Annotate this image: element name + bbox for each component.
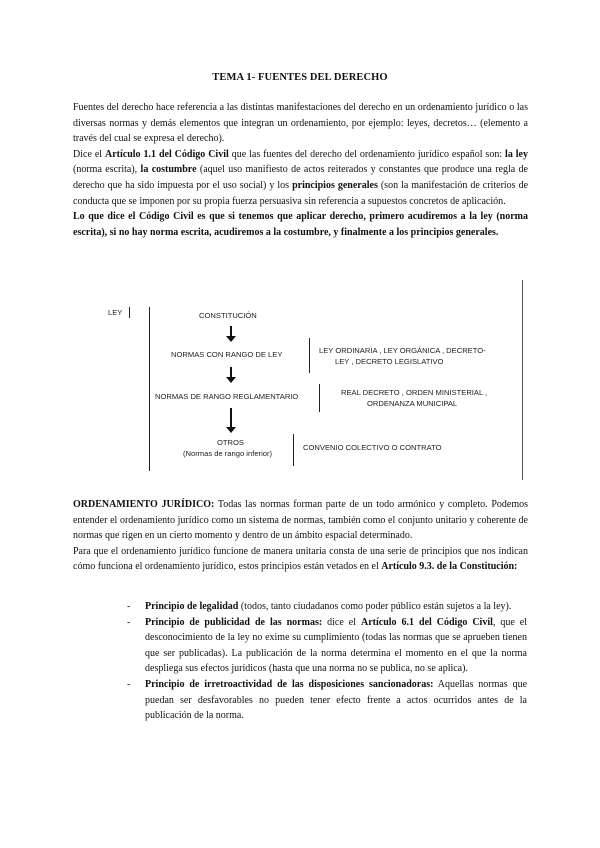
text-run: (aquel uso manifiesto de actos reiterados y constantes que produce una regla de derecho que ha sido impuesta por el uso social) y los bbox=[73, 164, 528, 191]
diagram-reglamentario: NORMAS DE RANGO REGLAMENTARIO bbox=[155, 392, 299, 401]
intro-paragraph-3 bbox=[73, 209, 528, 240]
divider-line bbox=[319, 384, 320, 412]
principle-text: , que el desconocimiento de la ley no exime su cumplimiento (todas las normas que se aprueben tienen que ser publicadas). La publicación de la norma determina el momento en el que la norma despliega sus efectos jurídicos (hasta que una norma no se publica, no se aplica). bbox=[145, 616, 528, 675]
diagram-ley-label: LEY bbox=[108, 308, 123, 317]
diagram-reglamentario-examples-1: REAL DECRETO , ORDEN MINISTERIAL , bbox=[341, 388, 488, 397]
text-run: Dice el bbox=[73, 148, 105, 160]
arrow-down-icon bbox=[226, 408, 236, 434]
bullet-dash: - bbox=[127, 601, 131, 612]
term-costumbre: la costumbre bbox=[140, 164, 197, 176]
text-run: que las fuentes del derecho del ordenamiento jurídico español son: bbox=[228, 148, 506, 160]
text-run: (son la manifestación de criterios de conducta que se imponen por su propia fuerza persuasiva sin referencia a supuestos concretos de aplicación. bbox=[73, 179, 529, 207]
margin-rule bbox=[522, 280, 523, 480]
ordenamiento-section bbox=[73, 497, 528, 575]
arrow-down-icon bbox=[226, 367, 236, 384]
diagram-otros-sub: (Normas de rango inferior) bbox=[183, 449, 273, 458]
principles-list bbox=[127, 599, 527, 724]
list-item bbox=[127, 615, 527, 677]
text-run: Todas las normas forman parte de un todo armónico y completo. Podemos entender el ordenamiento jurídico como un sistema de normas, también como el conjunto unitario y coherente de normas que rigen en un cierto momento y dentro de un ámbito espacial determinado. bbox=[73, 499, 528, 542]
diagram-constitucion: CONSTITUCIÓN bbox=[199, 311, 257, 320]
ordenamiento-paragraph-1 bbox=[73, 497, 528, 544]
principle-text: (todos, tanto ciudadanos como poder público están sujetos a la ley). bbox=[238, 601, 512, 612]
divider-line bbox=[149, 307, 150, 471]
intro-section bbox=[73, 100, 528, 240]
principle-text: Aquellas normas que puedan ser desfavorables no pueden tener efecto frente a actos ocurridos antes de la publicación de la norma. bbox=[145, 678, 528, 722]
principle-name: Principio de publicidad de las normas: bbox=[145, 616, 323, 628]
diagram-otros-examples: CONVENIO COLECTIVO O CONTRATO bbox=[303, 443, 442, 452]
divider-line bbox=[293, 434, 294, 466]
term-ley: la ley bbox=[505, 148, 528, 160]
intro-paragraph-2 bbox=[73, 147, 528, 209]
intro-paragraph-1: Fuentes del derecho hace referencia a las distintas manifestaciones del derecho en un ordenamiento jurídico o las diversas normas y demás elementos que integran un ordenamiento, por ejemplo: leyes, decretos… (elemento a través del cual se expresa el derecho). bbox=[73, 102, 528, 145]
diagram-rango-ley-examples-1: LEY ORDINARIA , LEY ORGÁNICA , DECRETO- bbox=[319, 346, 486, 355]
ordenamiento-label: ORDENAMIENTO JURÍDICO: bbox=[73, 499, 215, 510]
article-reference: Artículo 6.1 del Código Civil bbox=[361, 616, 493, 628]
diagram-rango-ley-examples-2: LEY , DECRETO LEGISLATIVO bbox=[335, 357, 444, 366]
diagram-reglamentario-examples-2: ORDENANZA MUNICIPAL bbox=[367, 399, 458, 408]
article-reference: Artículo 1.1 del Código Civil bbox=[105, 148, 229, 160]
ordenamiento-paragraph-2 bbox=[73, 544, 528, 575]
text-run: Para que el ordenamiento jurídico funcione de manera unitaria consta de una serie de principios que nos indican cómo funciona el ordenamiento jurídico, estos principios están vetados en el bbox=[73, 545, 528, 573]
arrow-down-icon bbox=[226, 326, 236, 343]
principle-name: Principio de irretroactividad de las disposiciones sancionadoras: bbox=[145, 678, 434, 690]
article-reference: Artículo 9.3. de la Constitución: bbox=[381, 561, 518, 573]
principle-text: dice el bbox=[322, 616, 361, 628]
bullet-dash: - bbox=[127, 678, 131, 690]
divider-line bbox=[129, 307, 130, 318]
bullet-dash: - bbox=[127, 616, 131, 628]
list-item bbox=[127, 677, 527, 724]
bold-summary: Lo que dice el Código Civil es que si tenemos que aplicar derecho, primero acudiremos a la ley (norma escrita), si no hay norma escrita, acudiremos a la costumbre, y finalmente a los principios generales. bbox=[73, 211, 528, 238]
term-principios: principios generales bbox=[292, 179, 378, 191]
text-run: (norma escrita), bbox=[73, 164, 141, 176]
document-title: TEMA 1- FUENTES DEL DERECHO bbox=[212, 72, 388, 83]
divider-line bbox=[309, 338, 310, 373]
principle-name: Principio de legalidad bbox=[145, 601, 239, 612]
diagram-otros: OTROS bbox=[217, 438, 245, 447]
diagram-rango-ley: NORMAS CON RANGO DE LEY bbox=[171, 350, 283, 359]
hierarchy-diagram bbox=[103, 302, 523, 480]
list-item bbox=[127, 599, 527, 615]
